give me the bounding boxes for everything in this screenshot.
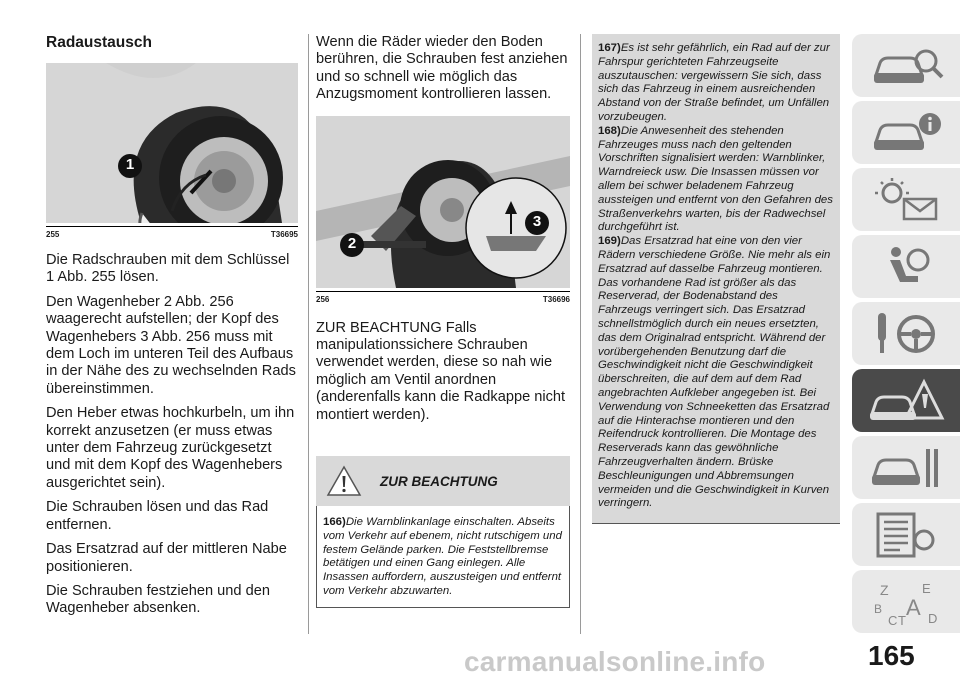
page-number: 165 [868,640,915,671]
figure-255-code: T36695 [270,230,298,239]
warning-header [316,456,570,506]
airbag-seat-icon [866,242,946,292]
tab-emergency[interactable] [852,369,960,432]
column-divider [308,34,309,634]
warning-title: ZUR BEACHTUNG [380,473,498,489]
tab-maintenance[interactable] [852,436,960,499]
figure-255-callout: 1 [125,156,135,173]
column-1 [46,34,298,618]
note-number: 169) [598,235,621,248]
figure-255-caption [46,226,298,239]
figure-255-wheel-wrench [46,63,298,223]
figure-255-number: 255 [46,230,60,239]
note-text: Die Anwesenheit des stehenden Fahrzeuges muss nach den geltenden Vorschriften signalisiert werden: Warnblinker, Warndreieck usw. Die Insassen müssen vor allem bei schwer beladenem Fahrzeug aussteigen und entfernt von den Gefahren des Straßenverkehrs warten, bis der Radwechsel durchgeführt ist. [598,124,833,234]
chapter-tabs [852,34,960,637]
paragraph: Die Schrauben lösen und das Rad entfernen. [46,499,269,533]
column-2 [316,34,570,608]
warning-note [598,235,834,511]
figure-256-caption [316,291,570,304]
warning-note [598,42,834,125]
paragraph: ZUR BEACHTUNG Falls manipulationssichere Schrauben verwendet werden, diese so nah wie möglich am Ventil anordnen (anderenfalls kann die Radkappe nicht montiert werden). [316,319,566,423]
figure-256-code: T36696 [542,294,570,304]
index-letter: A [906,594,921,620]
tab-technical-data[interactable] [852,503,960,566]
warning-note [323,516,563,599]
index-letter: B [874,601,883,616]
tab-warning-lights[interactable] [852,168,960,231]
watermark: carmanualsonline.info [464,646,766,677]
section-title: Radaustausch [46,34,152,51]
paragraph: Die Schrauben festziehen und den Wagenheber absenken. [46,582,270,617]
warning-lights-message-icon [866,175,946,225]
note-text: Das Ersatzrad hat eine von den vier Rädern verschiedene Größe. Nie mehr als ein Ersatzrad auf dasselbe Fahrzeug montieren. Das vorhandene Rad ist größer als das Reserverad, der Bodenabstand des Fahrzeugs verringert sich. Das Ersatzrad schnellstmöglich durch ein neues ersetzten, das dem Originalrad entspricht. Während der vorübergehenden Benutzung darf die Geschwindigkeit nicht die Geschwindigkeit überschreiten, die auf dem auf dem Rad angebrachten Aufkleber angegeben ist. Bei Verwendung von Schneeketten das Ersatzrad auf die Hinterachse montieren und den Reifendruck kontrollieren. Die Montage des Reserverads kann das gewöhnliche Fahrzeugverhalten ändern. Brüske Beschleunigungen und Abbremsungen vermeiden und die Geschwindigkeit in Kurven verringern. [598,235,831,510]
index-letter: D [928,610,938,626]
figure-256-jack [316,116,570,288]
paragraph: Den Wagenheber 2 Abb. 256 waagerecht aufstellen; der Kopf des Wagenhebers 3 Abb. 256 muss mit dem Loch im unteren Teil des Aufbaus in der Nähe des zu wechselnden Rads übereinstimmen. [46,293,296,397]
note-number: 167) [598,42,621,54]
figure-256-callout-2: 2 [347,234,357,252]
key-steering-wheel-icon [866,309,946,359]
index-letter: T [898,612,906,627]
index-letter: C [888,612,898,627]
tab-starting-driving[interactable] [852,302,960,365]
note-text: Die Warnblinkanlage einschalten. Abseits vom Verkehr auf ebenem, nicht rutschigem und festem Gelände parken. Die Feststellbremse betätigen und einen Gang einlegen. Alle Insassen auffordern, auszusteigen und entfernt vom Verkehr abzuwarten. [323,516,562,598]
note-text: Es ist sehr gefährlich, ein Rad auf der zur Fahrspur gerichteten Fahrzeugseite auszutauschen: vergewissern Sie sich, dass sich das Fahrzeug in einem ausreichenden Abstand von der Straße befindet, um Unfällen vorzubeugen. [598,42,830,123]
paragraph: Den Heber etwas hochkurbeln, um ihn korrekt anzusetzen (er muss etwas unter dem Fahrzeug zurückgesetzt und mit dem Kopf des Wagenhebers ausgerichtet sein). [46,405,295,491]
paragraph: Wenn die Räder wieder den Boden berühren, die Schrauben fest anziehen und so schnell wie möglich das Anzugsmoment kontrollieren lassen. [316,34,568,103]
tab-index[interactable] [852,570,960,633]
warning-note [598,125,834,235]
figure-256-callout-3: 3 [532,212,542,230]
warning-box [316,506,570,608]
car-magnifier-icon [866,41,946,91]
tab-getting-to-know-car[interactable] [852,34,960,97]
paragraph: Die Radschrauben mit dem Schlüssel 1 Abb. 255 lösen. [46,252,290,286]
note-number: 168) [598,124,621,137]
car-info-icon [866,108,946,158]
tab-dashboard[interactable] [852,101,960,164]
column-3 [592,34,840,524]
paragraph: Das Ersatzrad auf der mittleren Nabe positionieren. [46,541,287,575]
column-divider [580,34,581,634]
warning-notes-continued [592,34,840,524]
figure-256-number: 256 [316,294,330,304]
warning-triangle-icon [326,465,362,497]
car-breakdown-warning-icon [866,376,946,426]
note-number: 166) [323,516,346,529]
technical-data-list-icon [866,510,946,560]
car-maintenance-tools-icon [866,443,946,493]
alphabetical-index-icon [866,577,946,627]
index-letter: E [922,580,931,596]
tab-safety[interactable] [852,235,960,298]
index-letter: Z [880,581,889,598]
